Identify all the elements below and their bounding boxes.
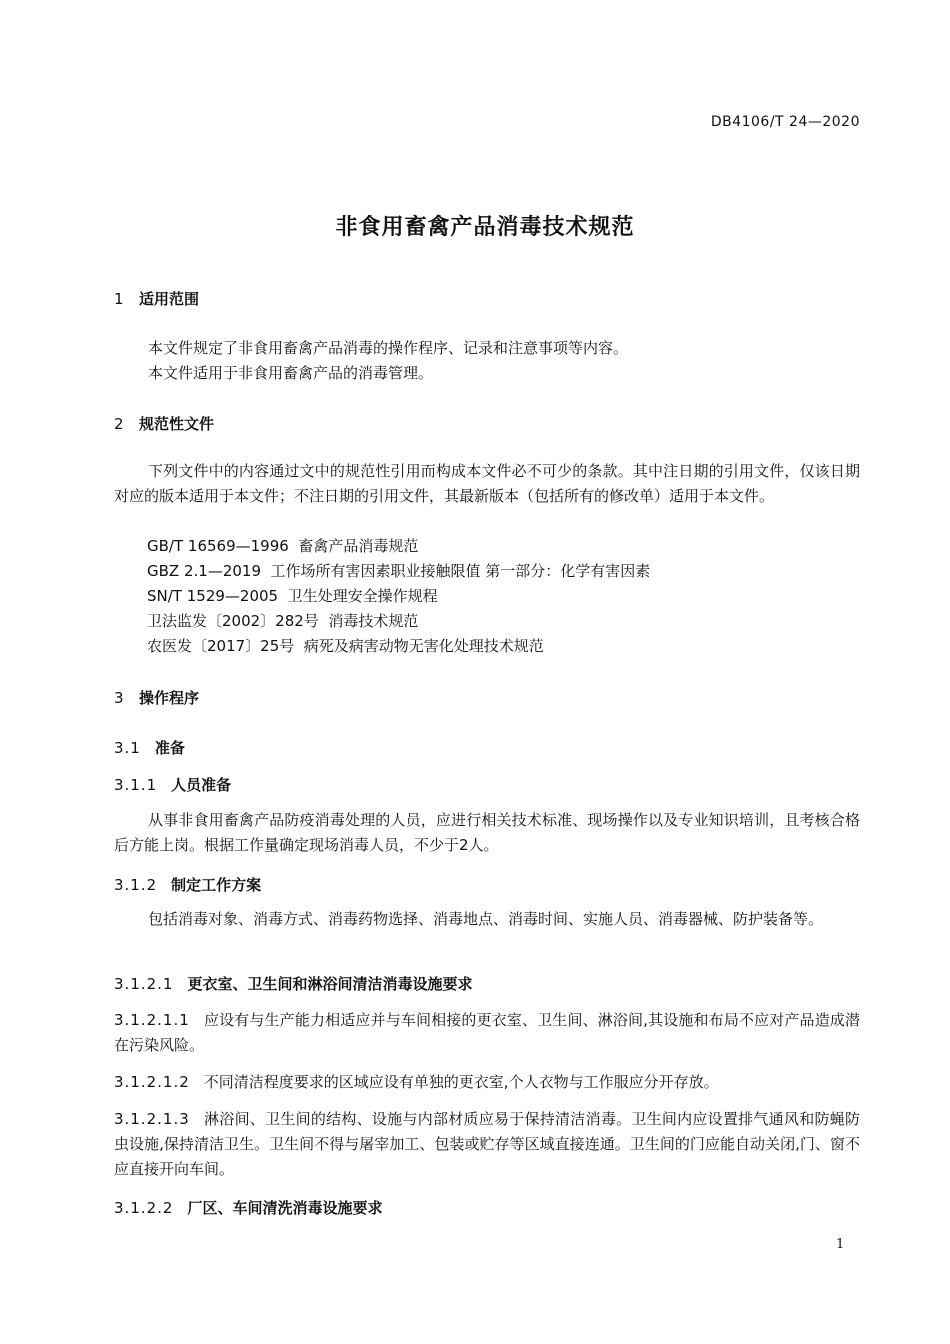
section-number: 1 — [114, 290, 124, 308]
paragraph: 本文件适用于非食用畜禽产品的消毒管理。 — [148, 364, 434, 382]
section-title: 厂区、车间清洗消毒设施要求 — [187, 1199, 383, 1217]
page-number: 1 — [836, 1237, 845, 1252]
clause-number: 3.1.2.1.2 — [114, 1073, 190, 1091]
clause-number: 3.1.2.1.1 — [114, 1011, 190, 1029]
section-title: 制定工作方案 — [171, 876, 262, 894]
clause-text: 淋浴间、卫生间的结构、设施与内部材质应易于保持清洁消毒。卫生间内应设置排气通风和防蝇防虫设施,保持清洁卫生。卫生间不得与屠宰加工、包装或贮存等区域直接连通。卫生间的门应能自动关闭,门、窗不应直接开向车间。 — [114, 1110, 860, 1178]
paragraph: 本文件规定了非食用畜禽产品消毒的操作程序、记录和注意事项等内容。 — [148, 339, 629, 357]
subsection-heading — [114, 774, 231, 795]
section-number: 3.1.2 — [114, 876, 158, 894]
subsection-heading — [114, 1197, 383, 1218]
clause — [114, 1008, 860, 1058]
reference-item: SN/T 1529—2005 卫生处理安全操作规程 — [147, 587, 438, 605]
paragraph: 从事非食用畜禽产品防疫消毒处理的人员，应进行相关技术标准、现场操作以及专业知识培训，且考核合格后方能上岗。根据工作量确定现场消毒人员，不少于2人。 — [114, 811, 860, 854]
subsection-heading — [114, 874, 261, 895]
section-3-heading — [114, 687, 199, 708]
document-title: 非食用畜禽产品消毒技术规范 — [335, 215, 635, 240]
section-number: 2 — [114, 415, 124, 433]
reference-item: 农医发〔2017〕25号 病死及病害动物无害化处理技术规范 — [147, 637, 544, 655]
section-title: 规范性文件 — [139, 415, 215, 433]
clause-text: 不同清洁程度要求的区域应设有单独的更衣室,个人衣物与工作服应分开存放。 — [203, 1073, 719, 1091]
reference-item: GB/T 16569—1996 畜禽产品消毒规范 — [147, 537, 419, 555]
section-number: 3.1.1 — [114, 776, 158, 794]
clause-text: 应设有与生产能力相适应并与车间相接的更衣室、卫生间、淋浴间,其设施和布局不应对产品造成潜在污染风险。 — [114, 1011, 860, 1054]
section-title: 适用范围 — [139, 290, 200, 308]
reference-item: GBZ 2.1—2019 工作场所有害因素职业接触限值 第一部分：化学有害因素 — [147, 562, 651, 580]
standard-code: DB4106/T 24—2020 — [710, 114, 860, 130]
section-number: 3.1.2.1 — [114, 975, 174, 993]
section-number: 3 — [114, 689, 124, 707]
section-2-heading — [114, 413, 214, 434]
section-number: 3.1.2.2 — [114, 1199, 174, 1217]
subsection-heading — [114, 973, 473, 994]
section-title: 人员准备 — [171, 776, 232, 794]
section-number: 3.1 — [114, 739, 141, 757]
paragraph: 包括消毒对象、消毒方式、消毒药物选择、消毒地点、消毒时间、实施人员、消毒器械、防护装备等。 — [148, 910, 824, 928]
section-title: 更衣室、卫生间和淋浴间清洁消毒设施要求 — [187, 975, 473, 993]
section-title: 准备 — [154, 739, 185, 757]
clause — [114, 1107, 860, 1182]
section-title: 操作程序 — [139, 689, 200, 707]
paragraph: 下列文件中的内容通过文中的规范性引用而构成本文件必不可少的条款。其中注日期的引用文件，仅该日期对应的版本适用于本文件；不注日期的引用文件，其最新版本（包括所有的修改单）适用于本文件。 — [114, 462, 860, 505]
section-1-heading — [114, 288, 199, 309]
reference-item: 卫法监发〔2002〕282号 消毒技术规范 — [147, 612, 419, 630]
subsection-heading — [114, 737, 185, 758]
clause-number: 3.1.2.1.3 — [114, 1110, 190, 1128]
clause — [114, 1070, 860, 1095]
